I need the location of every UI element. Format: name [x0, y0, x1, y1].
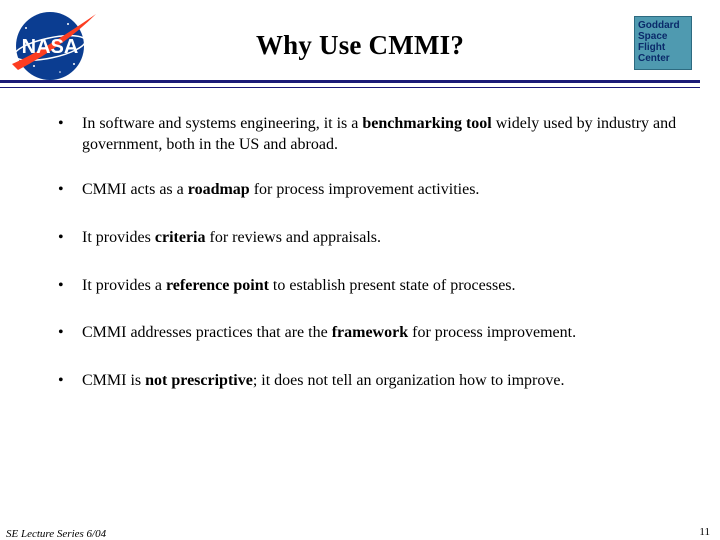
bullet-item [58, 370, 678, 391]
gsfc-line-1: Goddard [638, 20, 680, 31]
bullet-text-pre: CMMI addresses practices that are the [82, 324, 332, 341]
bullet-dot: • [58, 229, 64, 246]
footer-series: SE Lecture Series 6/04 [6, 528, 107, 540]
bullet-text-post: for process improvement activities. [249, 181, 480, 198]
bullet-dot: • [58, 181, 64, 198]
bullet-dot: • [58, 324, 64, 341]
bullet-text-bold: not prescriptive [145, 372, 253, 389]
bullet-item [58, 227, 678, 248]
bullet-item [58, 113, 678, 155]
page-number: 11 [699, 526, 710, 538]
bullet-text-pre: In software and systems engineering, it is a [82, 115, 363, 132]
bullet-text-bold: criteria [154, 229, 206, 246]
bullet-text-post: for reviews and appraisals. [205, 229, 381, 246]
bullet-text [82, 370, 678, 391]
bullet-text [82, 227, 678, 248]
nasa-logo-text: NASA [21, 36, 79, 58]
header-rule-thick [0, 80, 700, 83]
bullet-text-bold: roadmap [187, 181, 250, 198]
bullet-dot: • [58, 277, 64, 294]
bullet-text [82, 322, 678, 343]
bullet-text [82, 179, 678, 200]
gsfc-line-4: Center [638, 53, 670, 64]
gsfc-line-3: Flight [638, 42, 666, 53]
bullet-text-post: for process improvement. [408, 324, 577, 341]
slide-title: Why Use CMMI? [255, 30, 465, 60]
bullet-item [58, 179, 678, 200]
header-rule-thin [0, 87, 700, 88]
bullet-text-pre: CMMI acts as a [82, 181, 188, 198]
bullet-text [82, 113, 678, 155]
bullet-text-pre: It provides [82, 229, 155, 246]
bullet-text-bold: framework [331, 324, 409, 341]
bullet-text-post: widely used by industry and government, both in the US and abroad. [82, 115, 677, 153]
bullet-text-post: ; it does not tell an organization how to improve. [252, 372, 565, 389]
bullet-text-pre: It provides a [82, 277, 166, 294]
bullet-item [58, 275, 678, 296]
gsfc-line-2: Space [638, 31, 668, 42]
bullet-text-bold: benchmarking tool [362, 115, 492, 132]
bullet-text-bold: reference point [165, 277, 269, 294]
bullet-text-pre: CMMI is [82, 372, 146, 389]
bullet-text [82, 275, 678, 296]
bullet-item [58, 322, 678, 343]
bullet-dot: • [58, 115, 64, 132]
bullet-dot: • [58, 372, 64, 389]
bullet-text-post: to establish present state of processes. [268, 277, 516, 294]
